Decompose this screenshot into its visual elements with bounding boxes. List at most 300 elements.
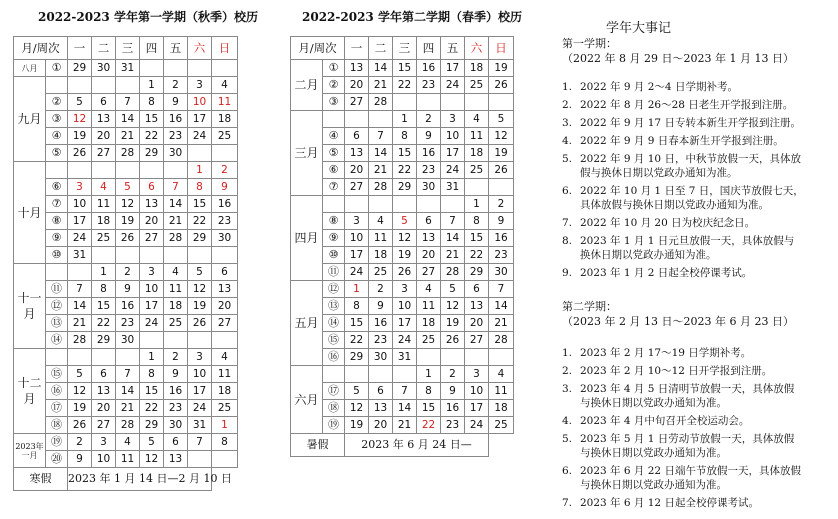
day-cell: 14 <box>116 383 140 400</box>
calendar-row <box>291 60 514 77</box>
day-cell: 30 <box>489 264 514 281</box>
day-cell: 15 <box>393 145 417 162</box>
week-number: ⑱ <box>46 417 68 434</box>
event-item <box>562 346 751 360</box>
week-number: ⑭ <box>46 332 68 349</box>
day-cell: 30 <box>164 145 188 162</box>
day-cell <box>345 366 369 383</box>
day-cell: 9 <box>369 298 393 315</box>
day-cell: 19 <box>441 315 465 332</box>
month-label: 十一月 <box>14 264 46 349</box>
day-cell: 17 <box>393 315 417 332</box>
calendar-row <box>291 366 514 383</box>
day-cell: 19 <box>345 417 369 434</box>
day-cell: 15 <box>188 196 212 213</box>
header-weekday: 三 <box>393 37 417 60</box>
month-label: 十月 <box>14 162 46 264</box>
day-cell: 20 <box>417 247 441 264</box>
day-cell: 26 <box>188 315 212 332</box>
day-cell: 16 <box>212 196 238 213</box>
day-cell: 24 <box>465 417 489 434</box>
week-number: ⑨ <box>46 230 68 247</box>
event-number: 4. <box>562 135 573 147</box>
calendar-row <box>291 264 514 281</box>
day-cell: 16 <box>369 315 393 332</box>
day-cell: 30 <box>417 179 441 196</box>
day-cell: 15 <box>140 111 164 128</box>
calendar-2-table <box>290 36 514 457</box>
day-cell <box>417 94 441 111</box>
day-cell: 7 <box>116 366 140 383</box>
day-cell: 1 <box>140 77 164 94</box>
header-weekday: 日 <box>489 37 514 60</box>
day-cell: 4 <box>417 281 441 298</box>
day-cell: 20 <box>345 77 369 94</box>
day-cell: 9 <box>164 366 188 383</box>
day-cell: 19 <box>68 128 92 145</box>
day-cell <box>68 77 92 94</box>
day-cell: 15 <box>92 298 116 315</box>
day-cell: 5 <box>345 383 369 400</box>
day-cell: 10 <box>140 281 164 298</box>
calendar-row <box>14 60 238 77</box>
header-month-week: 月/周次 <box>14 37 68 60</box>
day-cell <box>212 247 238 264</box>
day-cell: 6 <box>164 434 188 451</box>
day-cell: 31 <box>441 179 465 196</box>
day-cell: 17 <box>441 145 465 162</box>
day-cell: 26 <box>441 332 465 349</box>
day-cell: 21 <box>441 247 465 264</box>
day-cell: 22 <box>465 247 489 264</box>
vacation-label: 寒假 <box>14 468 68 491</box>
week-number: ⑲ <box>46 434 68 451</box>
day-cell: 23 <box>417 162 441 179</box>
day-cell: 4 <box>212 77 238 94</box>
semester-2-range: （2023 年 2 月 13 日～2023 年 6 月 23 日） <box>562 315 794 328</box>
day-cell: 14 <box>369 60 393 77</box>
day-cell: 29 <box>68 60 92 77</box>
day-cell: 29 <box>140 417 164 434</box>
event-number: 7. <box>562 217 573 229</box>
day-cell: 14 <box>441 230 465 247</box>
event-item <box>562 496 759 510</box>
day-cell: 8 <box>212 434 238 451</box>
header-row <box>14 37 238 60</box>
day-cell: 25 <box>212 400 238 417</box>
day-cell: 11 <box>489 383 514 400</box>
day-cell: 1 <box>465 196 489 213</box>
day-cell: 22 <box>393 162 417 179</box>
calendar-row <box>14 77 238 94</box>
week-number <box>46 77 68 94</box>
day-cell: 30 <box>164 417 188 434</box>
day-cell: 7 <box>116 94 140 111</box>
month-label: 二月 <box>291 60 323 111</box>
day-cell: 18 <box>465 145 489 162</box>
calendar-row <box>291 179 514 196</box>
day-cell: 14 <box>116 111 140 128</box>
week-number: ⑧ <box>46 213 68 230</box>
day-cell <box>188 247 212 264</box>
header-weekday: 四 <box>140 37 164 60</box>
week-number: ⑦ <box>46 196 68 213</box>
month-label: 六月 <box>291 366 323 434</box>
day-cell: 25 <box>92 230 116 247</box>
day-cell: 10 <box>68 196 92 213</box>
calendar-row <box>14 196 238 213</box>
day-cell: 14 <box>164 196 188 213</box>
day-cell: 22 <box>417 417 441 434</box>
day-cell: 3 <box>465 366 489 383</box>
day-cell: 23 <box>489 247 514 264</box>
day-cell: 25 <box>489 417 514 434</box>
day-cell: 27 <box>212 315 238 332</box>
day-cell: 5 <box>140 434 164 451</box>
calendar-row <box>291 281 514 298</box>
day-cell <box>164 247 188 264</box>
day-cell <box>417 196 441 213</box>
week-number: ⑩ <box>323 247 345 264</box>
day-cell: 10 <box>188 366 212 383</box>
day-cell: 10 <box>92 451 116 468</box>
day-cell: 2 <box>116 264 140 281</box>
footer-row <box>14 468 238 491</box>
calendar-row <box>14 434 238 451</box>
day-cell: 2 <box>369 281 393 298</box>
week-number: ⑮ <box>323 332 345 349</box>
calendar-row <box>14 383 238 400</box>
week-number: ① <box>323 60 345 77</box>
day-cell: 1 <box>345 281 369 298</box>
day-cell <box>393 94 417 111</box>
day-cell: 10 <box>188 94 212 111</box>
day-cell: 10 <box>441 128 465 145</box>
day-cell: 5 <box>68 366 92 383</box>
day-cell: 29 <box>92 332 116 349</box>
vacation-dates: 2023 年 1 月 14 日—2 月 10 日 <box>68 468 212 491</box>
day-cell: 27 <box>417 264 441 281</box>
day-cell: 12 <box>441 298 465 315</box>
day-cell: 1 <box>140 349 164 366</box>
day-cell: 7 <box>441 213 465 230</box>
day-cell <box>441 196 465 213</box>
event-text: 2022 年 10 月 20 日为校庆纪念日。 <box>580 217 756 229</box>
day-cell <box>188 145 212 162</box>
calendar-2-title: 2022-2023 学年第二学期（春季）校历 <box>302 10 522 24</box>
day-cell: 17 <box>68 213 92 230</box>
day-cell: 22 <box>140 128 164 145</box>
day-cell: 13 <box>164 451 188 468</box>
day-cell: 6 <box>345 128 369 145</box>
day-cell: 6 <box>92 366 116 383</box>
day-cell: 25 <box>164 315 188 332</box>
week-number: ⑥ <box>46 179 68 196</box>
day-cell: 25 <box>465 162 489 179</box>
day-cell: 1 <box>393 111 417 128</box>
day-cell: 8 <box>140 94 164 111</box>
day-cell: 12 <box>68 111 92 128</box>
day-cell: 13 <box>212 281 238 298</box>
day-cell: 30 <box>369 349 393 366</box>
month-label: 五月 <box>291 281 323 366</box>
day-cell: 7 <box>489 281 514 298</box>
event-number: 8. <box>562 235 573 247</box>
day-cell: 3 <box>188 77 212 94</box>
event-text: 2023 年 6 月 12 日起全校停课考试。 <box>580 497 759 509</box>
day-cell: 22 <box>393 77 417 94</box>
day-cell: 17 <box>345 247 369 264</box>
calendar-row <box>291 196 514 213</box>
day-cell: 28 <box>441 264 465 281</box>
day-cell: 13 <box>345 60 369 77</box>
event-number: 4. <box>562 415 573 427</box>
month-label: 九月 <box>14 77 46 162</box>
day-cell: 20 <box>92 400 116 417</box>
day-cell: 9 <box>489 213 514 230</box>
week-number: ⑰ <box>46 400 68 417</box>
day-cell: 24 <box>441 77 465 94</box>
calendar-row <box>291 298 514 315</box>
day-cell: 7 <box>188 434 212 451</box>
day-cell: 26 <box>489 162 514 179</box>
day-cell <box>369 366 393 383</box>
day-cell: 19 <box>489 60 514 77</box>
day-cell <box>140 162 164 179</box>
vacation-dates: 2023 年 6 月 24 日— <box>345 434 489 457</box>
calendar-row <box>14 162 238 179</box>
day-cell: 20 <box>92 128 116 145</box>
calendar-row <box>291 349 514 366</box>
day-cell: 19 <box>393 247 417 264</box>
day-cell: 8 <box>417 383 441 400</box>
calendar-row <box>291 400 514 417</box>
day-cell: 4 <box>369 213 393 230</box>
week-number: ④ <box>46 128 68 145</box>
day-cell: 24 <box>68 230 92 247</box>
day-cell: 21 <box>116 400 140 417</box>
day-cell <box>489 349 514 366</box>
day-cell: 29 <box>393 179 417 196</box>
day-cell: 9 <box>164 94 188 111</box>
day-cell: 4 <box>489 366 514 383</box>
week-number: ⑯ <box>323 349 345 366</box>
calendar-row <box>14 128 238 145</box>
day-cell: 3 <box>393 281 417 298</box>
day-cell: 28 <box>116 145 140 162</box>
event-text: 2023 年 1 月 2 日起全校停课考试。 <box>580 267 753 279</box>
day-cell <box>116 349 140 366</box>
calendar-row <box>14 366 238 383</box>
calendar-row <box>14 94 238 111</box>
day-cell: 21 <box>489 315 514 332</box>
event-item <box>562 364 772 378</box>
event-text: 2023 年 5 月 1 日劳动节放假一天，具体放假 <box>580 433 795 445</box>
calendar-row <box>14 179 238 196</box>
day-cell <box>369 196 393 213</box>
day-cell: 1 <box>212 417 238 434</box>
calendar-row <box>291 94 514 111</box>
header-weekday: 五 <box>164 37 188 60</box>
day-cell: 26 <box>68 145 92 162</box>
week-number: ③ <box>323 94 345 111</box>
day-cell: 19 <box>188 298 212 315</box>
day-cell: 24 <box>345 264 369 281</box>
day-cell: 3 <box>345 213 369 230</box>
day-cell: 21 <box>68 315 92 332</box>
day-cell <box>92 247 116 264</box>
day-cell: 16 <box>116 298 140 315</box>
semester-2-label: 第二学期： <box>562 300 617 313</box>
day-cell: 18 <box>92 213 116 230</box>
day-cell: 29 <box>345 349 369 366</box>
event-text: 2022 年 9 月 2～4 日学期补考。 <box>580 81 738 93</box>
day-cell: 8 <box>92 281 116 298</box>
month-label: 2023年一月 <box>14 434 46 468</box>
calendar-row <box>291 315 514 332</box>
day-cell: 18 <box>164 298 188 315</box>
week-number: ⑫ <box>46 298 68 315</box>
day-cell: 1 <box>188 162 212 179</box>
day-cell: 18 <box>212 383 238 400</box>
month-label: 十二月 <box>14 349 46 434</box>
day-cell: 25 <box>465 77 489 94</box>
day-cell: 5 <box>68 94 92 111</box>
day-cell: 5 <box>116 179 140 196</box>
day-cell: 3 <box>188 349 212 366</box>
week-number <box>323 111 345 128</box>
day-cell <box>393 196 417 213</box>
day-cell: 13 <box>92 383 116 400</box>
day-cell: 20 <box>369 417 393 434</box>
day-cell <box>140 332 164 349</box>
day-cell: 18 <box>465 60 489 77</box>
day-cell: 16 <box>417 60 441 77</box>
day-cell: 24 <box>188 128 212 145</box>
event-number: 9. <box>562 267 573 279</box>
day-cell: 4 <box>212 349 238 366</box>
day-cell: 15 <box>417 400 441 417</box>
day-cell: 4 <box>92 179 116 196</box>
day-cell: 23 <box>369 332 393 349</box>
day-cell: 27 <box>140 230 164 247</box>
header-weekday: 一 <box>68 37 92 60</box>
day-cell: 21 <box>116 128 140 145</box>
event-text: 2023 年 4 月 5 日清明节放假一天，具体放假 <box>580 383 795 395</box>
event-item <box>562 216 755 230</box>
day-cell <box>140 247 164 264</box>
day-cell: 3 <box>92 434 116 451</box>
day-cell: 18 <box>369 247 393 264</box>
event-item <box>562 382 794 396</box>
calendar-row <box>291 383 514 400</box>
day-cell: 31 <box>393 349 417 366</box>
day-cell: 1 <box>417 366 441 383</box>
week-number: ⑮ <box>46 366 68 383</box>
event-item <box>562 80 738 94</box>
day-cell: 18 <box>489 400 514 417</box>
day-cell <box>345 196 369 213</box>
day-cell <box>92 77 116 94</box>
day-cell <box>465 349 489 366</box>
day-cell: 23 <box>164 128 188 145</box>
day-cell: 4 <box>164 264 188 281</box>
day-cell <box>441 349 465 366</box>
day-cell: 6 <box>140 179 164 196</box>
day-cell: 12 <box>188 281 212 298</box>
day-cell: 21 <box>369 162 393 179</box>
event-number: 6. <box>562 185 573 197</box>
header-weekday: 二 <box>92 37 116 60</box>
week-number <box>46 349 68 366</box>
day-cell: 23 <box>441 417 465 434</box>
day-cell: 31 <box>116 60 140 77</box>
day-cell: 16 <box>489 230 514 247</box>
day-cell <box>465 179 489 196</box>
event-item <box>562 234 794 248</box>
event-item <box>562 432 794 446</box>
day-cell: 20 <box>212 298 238 315</box>
day-cell: 31 <box>188 417 212 434</box>
week-number: ⑦ <box>323 179 345 196</box>
day-cell <box>489 179 514 196</box>
day-cell: 8 <box>393 128 417 145</box>
day-cell: 26 <box>393 264 417 281</box>
week-number: ⑭ <box>323 315 345 332</box>
day-cell: 28 <box>68 332 92 349</box>
day-cell: 9 <box>441 383 465 400</box>
event-item <box>562 116 801 130</box>
event-text: 具体放假与换休日期以党政办通知为准。 <box>580 199 769 211</box>
day-cell: 19 <box>68 400 92 417</box>
day-cell: 5 <box>489 111 514 128</box>
day-cell: 20 <box>140 213 164 230</box>
day-cell: 8 <box>140 366 164 383</box>
day-cell <box>164 60 188 77</box>
event-number: 2. <box>562 99 573 111</box>
event-text: 换休日期以党政办通知为准。 <box>580 249 717 261</box>
day-cell: 21 <box>369 77 393 94</box>
day-cell: 10 <box>393 298 417 315</box>
day-cell <box>489 94 514 111</box>
calendar-row <box>14 145 238 162</box>
day-cell: 22 <box>140 400 164 417</box>
week-number: ⑯ <box>46 383 68 400</box>
day-cell: 19 <box>116 213 140 230</box>
event-text: 2022 年 9 月 17 日专转本新生开学报到注册。 <box>580 117 801 129</box>
calendar-row <box>14 281 238 298</box>
event-number: 7. <box>562 497 573 509</box>
week-number <box>323 366 345 383</box>
day-cell: 27 <box>465 332 489 349</box>
day-cell: 28 <box>369 94 393 111</box>
day-cell: 8 <box>465 213 489 230</box>
month-label: 三月 <box>291 111 323 196</box>
day-cell: 12 <box>140 451 164 468</box>
day-cell: 28 <box>164 230 188 247</box>
semester-1-label: 第一学期： <box>562 37 617 50</box>
day-cell: 5 <box>441 281 465 298</box>
week-number: ④ <box>323 128 345 145</box>
week-number: ⑨ <box>323 230 345 247</box>
header-weekday: 日 <box>212 37 238 60</box>
day-cell: 2 <box>417 111 441 128</box>
day-cell <box>212 145 238 162</box>
day-cell: 6 <box>465 281 489 298</box>
day-cell: 20 <box>345 162 369 179</box>
week-number <box>323 196 345 213</box>
calendar-row <box>14 230 238 247</box>
